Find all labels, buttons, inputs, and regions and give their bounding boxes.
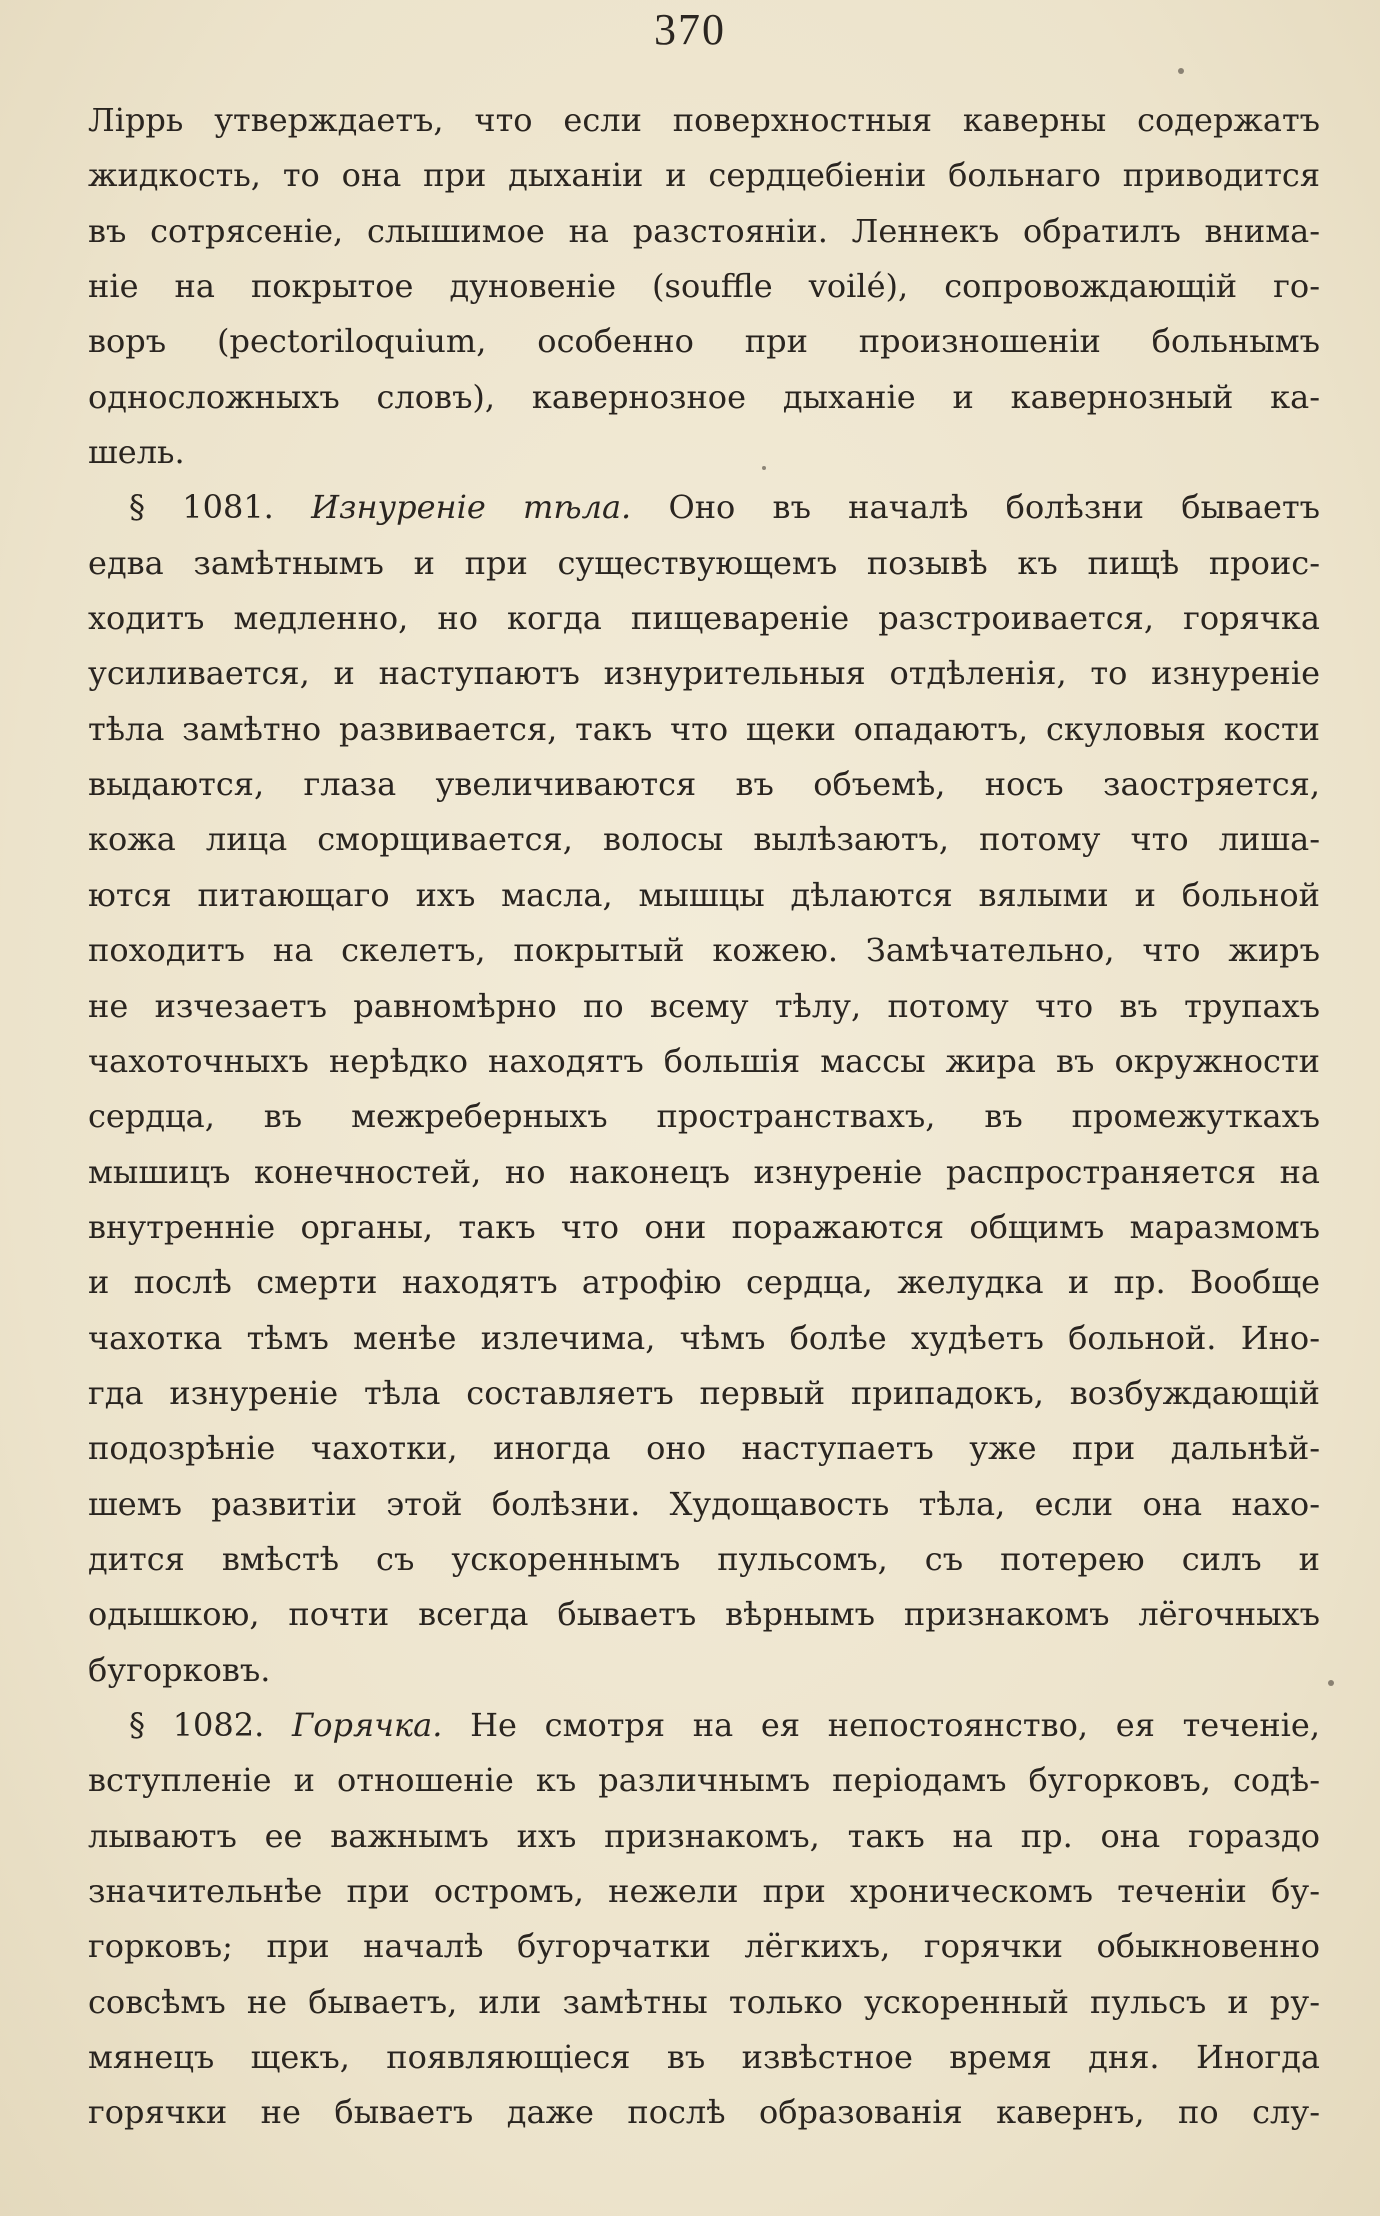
text-line: чахотка тѣмъ менѣе излечима, чѣмъ болѣе худѣетъ больной. Ино- <box>88 1318 1320 1357</box>
paper-speck <box>762 466 766 470</box>
text-line: лываютъ ее важнымъ ихъ признакомъ, такъ на пр. она гораздо <box>88 1816 1320 1855</box>
text-line: ются питающаго ихъ масла, мышцы дѣлаются вялыми и больной <box>88 875 1320 914</box>
paper-speck <box>1178 68 1184 74</box>
text-line: тѣла замѣтно развивается, такъ что щеки опадаютъ, скуловыя кости <box>88 709 1320 748</box>
section-title: Изнуреніе тѣла. <box>311 488 632 527</box>
text-line: бугорковъ. <box>88 1650 271 1689</box>
section-number: § 1081. <box>129 488 274 527</box>
section-heading-line <box>88 1698 1320 1753</box>
paper-speck <box>1328 1680 1334 1686</box>
text-line: шель. <box>88 433 185 472</box>
text-line: кожа лица сморщивается, волосы вылѣзаютъ, потому что лиша- <box>88 820 1320 859</box>
text-line: мышицъ конечностей, но наконецъ изнуреніе распространяется на <box>88 1152 1320 1191</box>
text-line: воръ (pectoriloquium, особенно при произношеніи больнымъ <box>88 322 1320 361</box>
text-line: и послѣ смерти находятъ атрофію сердца, желудка и пр. Вообще <box>88 1263 1320 1302</box>
text-line: выдаются, глаза увеличиваются въ объемѣ, носъ заостряется, <box>88 765 1320 804</box>
section-text: Оно въ началѣ болѣзни бываетъ <box>668 488 1320 527</box>
text-line: горячки не бываетъ даже послѣ образованія кавернъ, по слу- <box>88 2093 1320 2132</box>
text-line: въ сотрясеніе, слышимое на разстояніи. Леннекъ обратилъ внима- <box>88 211 1320 250</box>
text-line: односложныхъ словъ), кавернозное дыханіе и кавернозный ка- <box>88 377 1320 416</box>
text-line: сердца, въ межреберныхъ пространствахъ, въ промежуткахъ <box>88 1097 1320 1136</box>
text-line: ніе на покрытое дуновеніе (souffle voilé), сопровождающій го- <box>88 267 1320 306</box>
text-line: Ліррь утверждаетъ, что если поверхностныя каверны содержатъ <box>88 101 1320 139</box>
text-line: дится вмѣстѣ съ ускореннымъ пульсомъ, съ потерею силъ и <box>88 1539 1320 1578</box>
text-line: совсѣмъ не бываетъ, или замѣтны только ускоренный пульсъ и ру- <box>88 1982 1320 2021</box>
text-line: не изчезаетъ равномѣрно по всему тѣлу, потому что въ трупахъ <box>88 986 1320 1025</box>
text-line: ходитъ медленно, но когда пищевареніе разстроивается, горячка <box>88 599 1320 638</box>
text-line: жидкость, то она при дыханіи и сердцебіеніи больнаго приводится <box>88 156 1320 195</box>
section-heading-line <box>88 480 1320 535</box>
body-text <box>88 93 1320 2141</box>
text-line: чахоточныхъ нерѣдко находятъ большія массы жира въ окружности <box>88 1041 1320 1080</box>
section-number: § 1082. <box>129 1705 265 1744</box>
text-line: шемъ развитіи этой болѣзни. Худощавость тѣла, если она нахо- <box>88 1484 1320 1523</box>
text-line: значительнѣе при остромъ, нежели при хроническомъ теченіи бу- <box>88 1872 1320 1910</box>
text-line: мянецъ щекъ, появляющіеся въ извѣстное время дня. Иногда <box>88 2038 1320 2077</box>
text-line: одышкою, почти всегда бываетъ вѣрнымъ признакомъ лёгочныхъ <box>88 1595 1320 1634</box>
text-line: походитъ на скелетъ, покрытый кожею. Замѣчательно, что жиръ <box>88 931 1320 970</box>
section-title: Горячка. <box>292 1705 443 1744</box>
page-number: 370 <box>654 5 726 54</box>
text-line: едва замѣтнымъ и при существующемъ позывѣ къ пищѣ проис- <box>88 543 1320 582</box>
text-line: внутренніе органы, такъ что они поражаются общимъ маразмомъ <box>88 1207 1320 1246</box>
text-line: горковъ; при началѣ бугорчатки лёгкихъ, горячки обыкновенно <box>88 1927 1320 1966</box>
text-line: усиливается, и наступаютъ изнурительныя отдѣленія, то изнуреніе <box>88 654 1320 693</box>
section-text: Не смотря на ея непостоянство, ея теченіе, <box>470 1705 1320 1744</box>
text-line: вступленіе и отношеніе къ различнымъ періодамъ бугорковъ, содѣ- <box>88 1761 1320 1800</box>
text-line: гда изнуреніе тѣла составляетъ первый припадокъ, возбуждающій <box>88 1373 1320 1412</box>
text-line: подозрѣніе чахотки, иногда оно наступаетъ уже при дальнѣй- <box>88 1429 1320 1468</box>
